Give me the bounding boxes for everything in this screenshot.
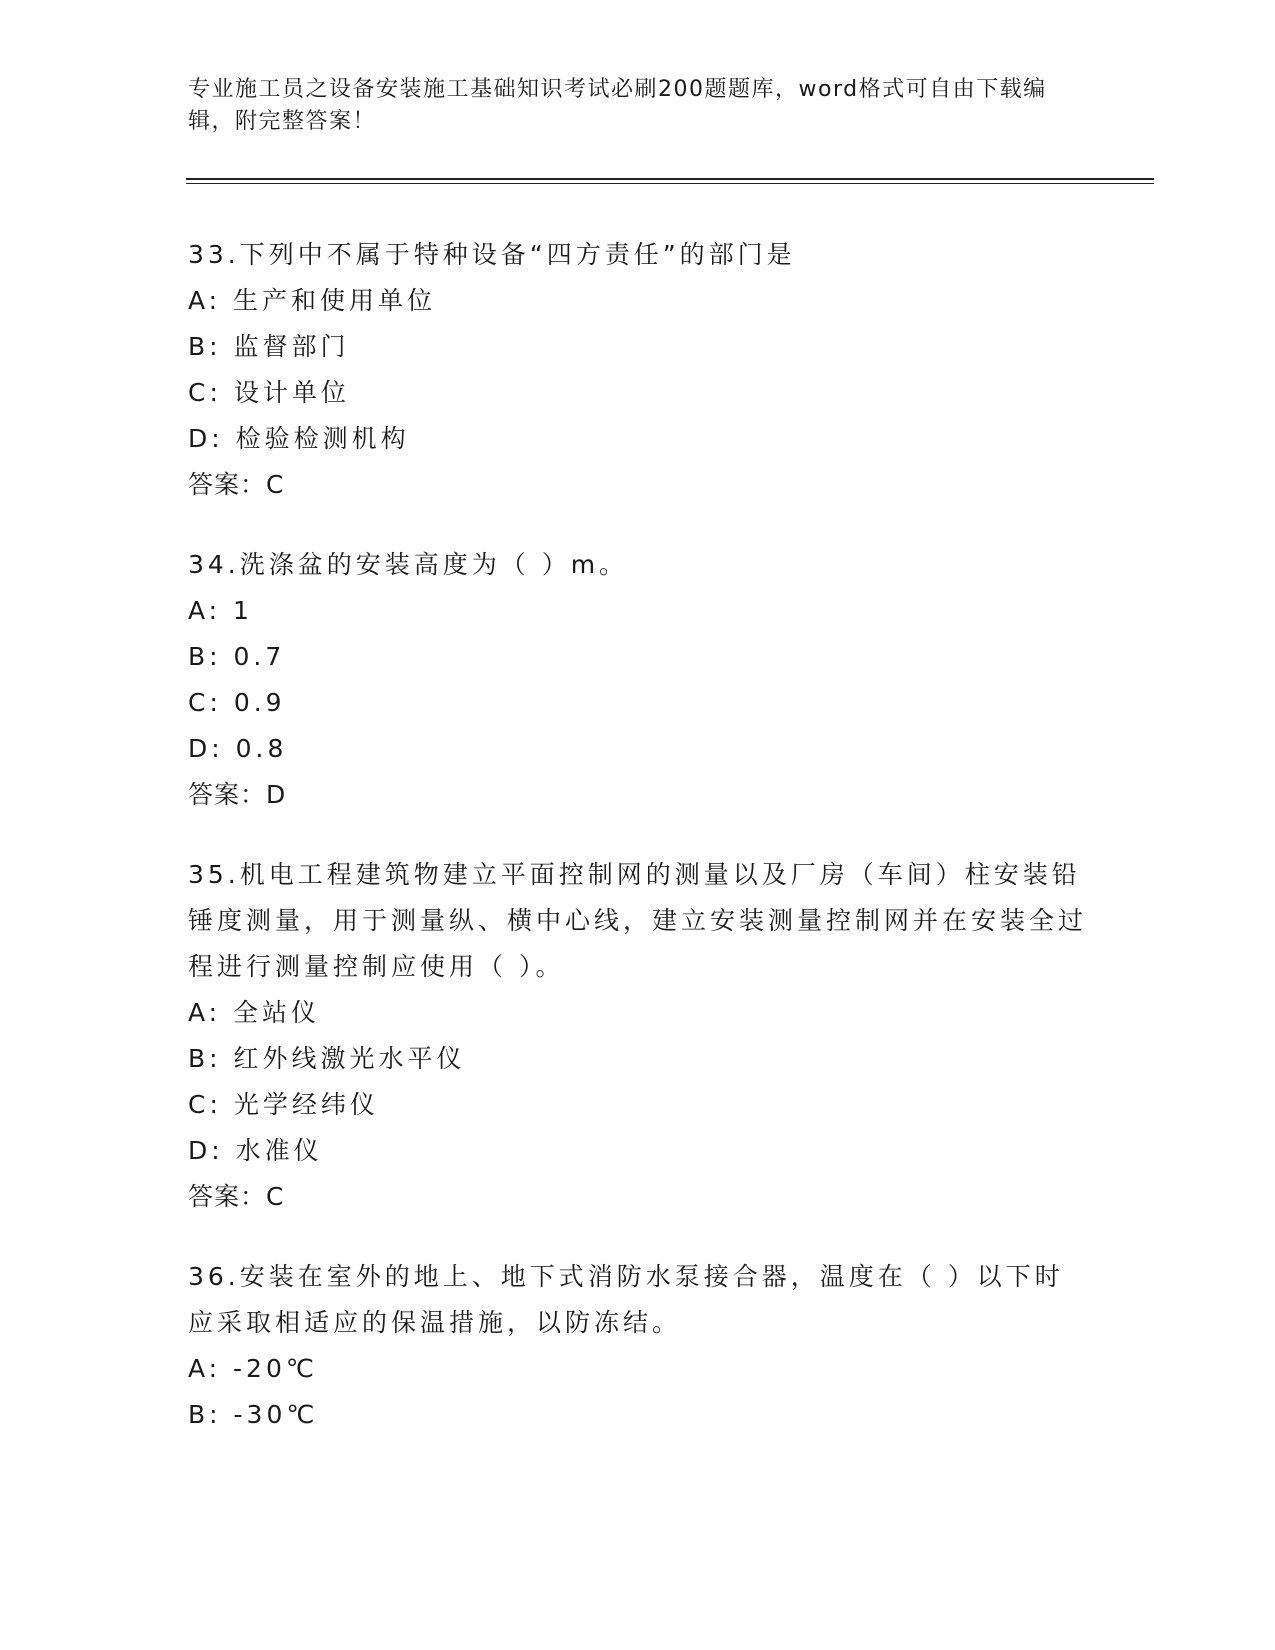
header-divider-thick — [186, 178, 1154, 180]
question-text: 33.下列中不属于特种设备“四方责任”的部门是 — [188, 240, 796, 269]
option-c: C: 0.9 — [188, 688, 286, 717]
question-text: 34.洗涤盆的安装高度为（ ）m。 — [188, 550, 629, 579]
document-header: 专业施工员之设备安装施工基础知识考试必刷200题题库，word格式可自由下载编辑，附完整答案！ — [188, 77, 1047, 134]
option-d: D: 水准仪 — [188, 1136, 323, 1165]
option-a: A: 生产和使用单位 — [188, 286, 437, 315]
option-d: D: 检验检测机构 — [188, 424, 410, 453]
option-b: B: 0.7 — [188, 642, 286, 671]
option-d: D: 0.8 — [188, 734, 288, 763]
option-a: A: 1 — [188, 596, 253, 625]
answer-line: 答案：C — [188, 470, 285, 499]
answer-line: 答案：D — [188, 780, 287, 809]
question-text: 36.安装在室外的地上、地下式消防水泵接合器，温度在（ ）以下时应采取相适应的保温措施，以防冻结。 — [188, 1262, 1064, 1337]
answer-line: 答案：C — [188, 1182, 285, 1211]
question-34 — [188, 542, 1088, 818]
option-c: C: 光学经纬仪 — [188, 1090, 379, 1119]
option-a: A: -20℃ — [188, 1354, 318, 1383]
option-b: B: -30℃ — [188, 1400, 319, 1429]
question-36 — [188, 1254, 1088, 1438]
option-a: A: 全站仪 — [188, 998, 321, 1027]
question-35 — [188, 852, 1088, 1220]
option-b: B: 监督部门 — [188, 332, 350, 361]
question-33 — [188, 232, 1088, 508]
header-divider-thin — [186, 183, 1154, 184]
question-text: 35.机电工程建筑物建立平面控制网的测量以及厂房（车间）柱安装铅锤度测量，用于测量纵、横中心线，建立安装测量控制网并在安装全过程进行测量控制应使用（ ）。 — [188, 860, 1088, 981]
option-b: B: 红外线激光水平仪 — [188, 1044, 466, 1073]
option-c: C: 设计单位 — [188, 378, 350, 407]
question-list — [188, 232, 1088, 1472]
